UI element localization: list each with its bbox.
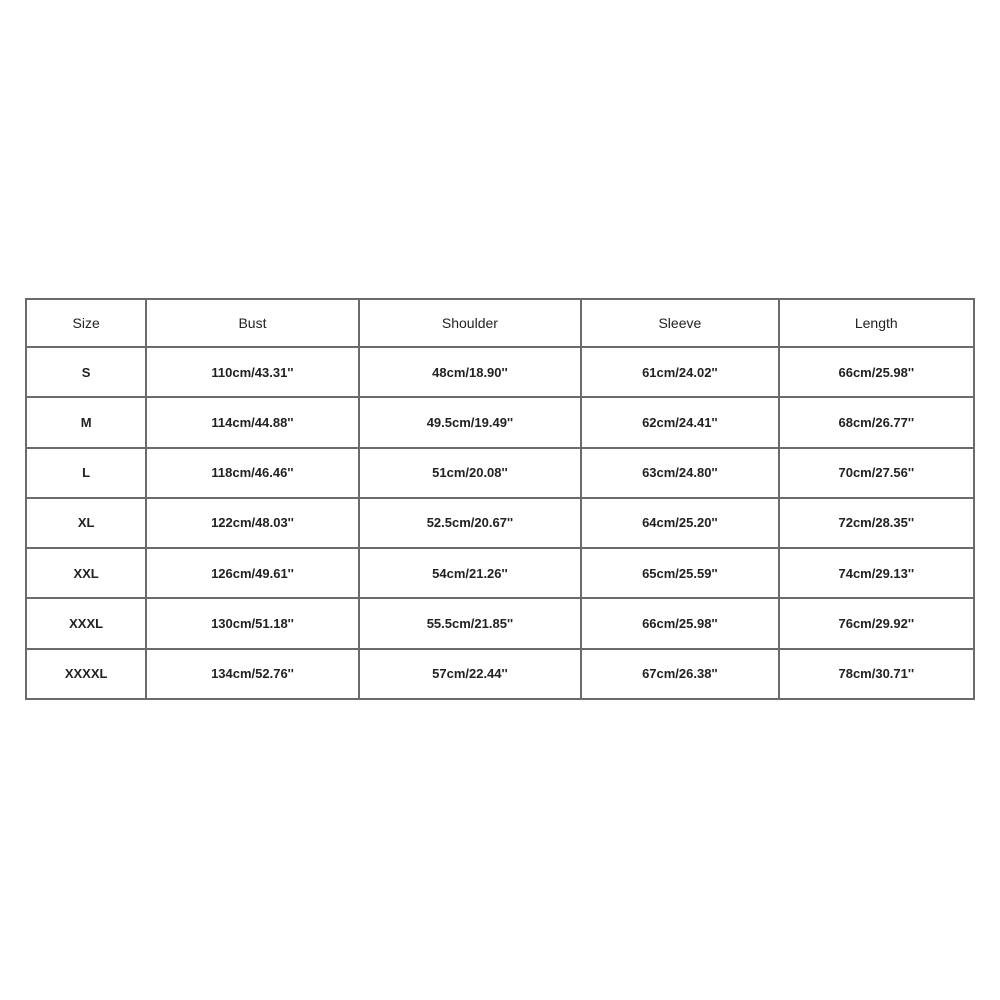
cell-bust: 122cm/48.03'' [146,498,358,548]
cell-shoulder: 54cm/21.26'' [359,548,581,598]
cell-length: 66cm/25.98'' [779,347,974,397]
table-row [26,649,974,699]
cell-size: S [26,347,146,397]
table-row [26,548,974,598]
table-row [26,598,974,648]
table-row [26,347,974,397]
cell-bust: 110cm/43.31'' [146,347,358,397]
cell-size: XXXXL [26,649,146,699]
size-chart-table [25,298,975,700]
cell-bust: 118cm/46.46'' [146,448,358,498]
cell-sleeve: 61cm/24.02'' [581,347,778,397]
header-size: Size [26,299,146,347]
header-sleeve: Sleeve [581,299,778,347]
cell-bust: 114cm/44.88'' [146,397,358,447]
cell-size: M [26,397,146,447]
cell-length: 74cm/29.13'' [779,548,974,598]
cell-shoulder: 57cm/22.44'' [359,649,581,699]
table-row [26,448,974,498]
cell-size: L [26,448,146,498]
cell-shoulder: 52.5cm/20.67'' [359,498,581,548]
cell-bust: 126cm/49.61'' [146,548,358,598]
header-row [26,299,974,347]
cell-shoulder: 48cm/18.90'' [359,347,581,397]
cell-bust: 130cm/51.18'' [146,598,358,648]
cell-sleeve: 64cm/25.20'' [581,498,778,548]
cell-sleeve: 62cm/24.41'' [581,397,778,447]
header-bust: Bust [146,299,358,347]
cell-length: 72cm/28.35'' [779,498,974,548]
cell-size: XXXL [26,598,146,648]
table-body [26,347,974,699]
cell-shoulder: 49.5cm/19.49'' [359,397,581,447]
cell-sleeve: 66cm/25.98'' [581,598,778,648]
cell-shoulder: 51cm/20.08'' [359,448,581,498]
table-row [26,498,974,548]
cell-length: 76cm/29.92'' [779,598,974,648]
cell-shoulder: 55.5cm/21.85'' [359,598,581,648]
cell-length: 68cm/26.77'' [779,397,974,447]
header-length: Length [779,299,974,347]
cell-length: 70cm/27.56'' [779,448,974,498]
cell-length: 78cm/30.71'' [779,649,974,699]
cell-sleeve: 65cm/25.59'' [581,548,778,598]
table-header [26,299,974,347]
cell-sleeve: 67cm/26.38'' [581,649,778,699]
cell-sleeve: 63cm/24.80'' [581,448,778,498]
cell-size: XXL [26,548,146,598]
cell-size: XL [26,498,146,548]
header-shoulder: Shoulder [359,299,581,347]
cell-bust: 134cm/52.76'' [146,649,358,699]
table-row [26,397,974,447]
